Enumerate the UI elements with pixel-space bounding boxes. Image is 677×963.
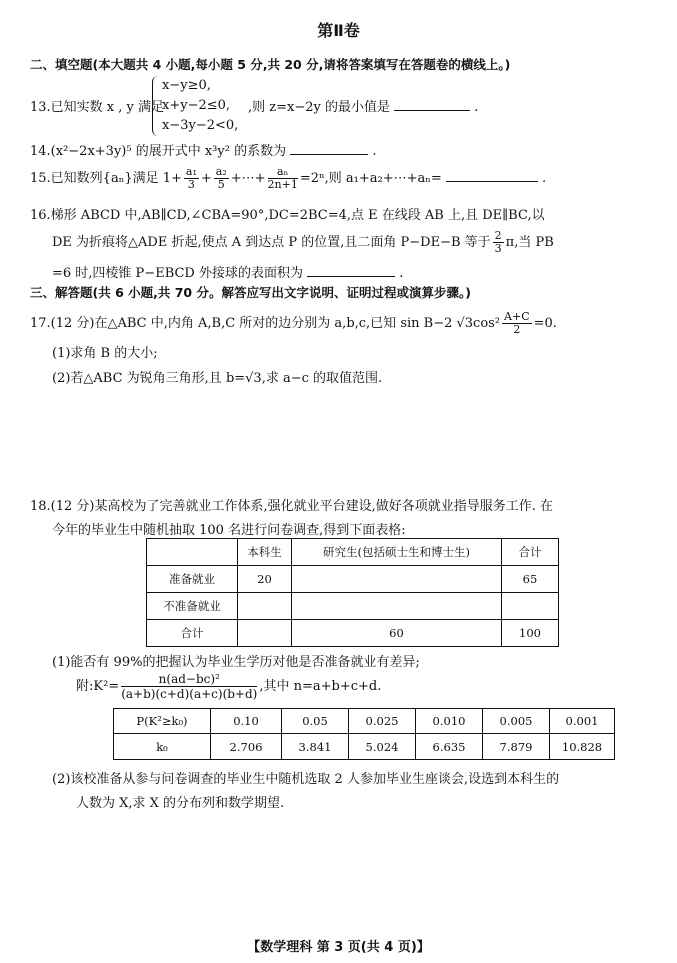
q13-question — [248, 96, 478, 115]
fraction: $\frac{\text{aₙ}}{2n+1}$ — [267, 165, 298, 191]
table-cell: 65 — [502, 566, 559, 593]
table-cell: 0.025 — [349, 709, 416, 734]
q16-line3: =6 时,四棱锥 P−EBCD 外接球的表面积为 . — [52, 266, 404, 281]
q18-formula: 附:K²= $\frac{\text{n(ad−bc)²}}{(a+b)(c+d)(a+c)(b+d)}$ ,其中 n=a+b+c+d. — [76, 672, 382, 701]
q16-line1: 16.梯形 ABCD 中,AB∥CD,∠CBA=90°,DC=2BC=4,点 E 在线段 AB 上,且 DE∥BC,以 — [30, 208, 545, 223]
table-cell — [292, 566, 502, 593]
answer-blank[interactable] — [307, 264, 395, 277]
table-cell — [147, 539, 238, 566]
fraction: $\frac{2}{3}$ — [494, 229, 502, 255]
table-row — [147, 566, 559, 593]
q18-stem-line2: 今年的毕业生中随机抽取 100 名进行问卷调查,得到下面表格: — [52, 523, 406, 538]
table-cell: 2.706 — [211, 734, 282, 760]
page-title: 第Ⅱ卷 — [317, 21, 360, 40]
table-cell: 0.010 — [416, 709, 483, 734]
q17-stem: 17.(12 分)在△ABC 中,内角 A,B,C 所对的边分别为 a,b,c,已知 sin B−2 √3cos² $\frac{A+C}{2}$ =0. — [30, 310, 557, 336]
table-cell — [238, 620, 292, 647]
q13-constraint-system — [162, 76, 238, 136]
q14-end: . — [372, 144, 377, 159]
q16-line2: DE 为折痕将△ADE 折起,使点 A 到达点 P 的位置,且二面角 P−DE−B 等于 $\frac{2}{3}$ π,当 PB — [52, 229, 554, 255]
q17-part2: (2)若△ABC 为锐角三角形,且 b=√3,求 a−c 的取值范围. — [52, 371, 383, 386]
table-cell: 0.005 — [483, 709, 550, 734]
survey-table — [146, 538, 559, 647]
fraction: $\frac{\text{a₂}}{5}$ — [215, 165, 227, 191]
table-cell: 本科生 — [238, 539, 292, 566]
table-cell — [292, 593, 502, 620]
fraction: $\frac{\text{a₁}}{3}$ — [185, 165, 197, 191]
table-cell: 6.635 — [416, 734, 483, 760]
table-row — [147, 539, 559, 566]
table-cell: 100 — [502, 620, 559, 647]
fraction: $\frac{\text{n(ad−bc)²}}{(a+b)(c+d)(a+c)(b+d)}$ — [121, 672, 258, 701]
q13-prefix: 13.已知实数 x , y 满足 — [30, 100, 165, 115]
q15-prefix: 15.已知数列{aₙ}满足 1+ — [30, 171, 182, 186]
table-cell: k₀ — [114, 734, 211, 760]
critical-value-table — [113, 708, 615, 760]
fraction: $\frac{A+C}{2}$ — [504, 310, 530, 336]
answer-blank[interactable] — [394, 98, 470, 111]
q18-part2-line1: (2)该校准备从参与问卷调查的毕业生中随机选取 2 人参加毕业生座谈会,设选到本科生的 — [52, 772, 560, 787]
q14 — [30, 140, 377, 159]
table-cell: 0.001 — [550, 709, 615, 734]
answer-blank[interactable] — [290, 142, 368, 155]
q17-part1: (1)求角 B 的大小; — [52, 346, 158, 361]
q13-constraint-3: x−3y−2<0, — [162, 118, 239, 133]
q13-suffix: ,则 z=x−2y 的最小值是 — [248, 100, 390, 115]
q13-constraint-2: x+y−2≤0, — [162, 98, 231, 113]
table-cell: 合计 — [147, 620, 238, 647]
q15-end: . — [542, 171, 547, 186]
table-cell: 不准备就业 — [147, 593, 238, 620]
table-cell — [238, 593, 292, 620]
brace-symbol — [152, 76, 161, 136]
table-cell: 5.024 — [349, 734, 416, 760]
q13-constraint-1: x−y≥0, — [162, 78, 211, 93]
table-cell: 0.05 — [282, 709, 349, 734]
q15: 15.已知数列{aₙ}满足 1+ $\frac{\text{a₁}}{3}$ + $\frac{\text{a₂}}{5}$ +⋯+ $\frac{\text{aₙ}}{2n+1}$ =2ⁿ,则 a₁+a₂+⋯+aₙ= . — [30, 165, 547, 191]
table-cell: 10.828 — [550, 734, 615, 760]
q14-text: 14.(x²−2x+3y)⁵ 的展开式中 x³y² 的系数为 — [30, 144, 287, 159]
q18-part2-line2: 人数为 X,求 X 的分布列和数学期望. — [76, 796, 285, 811]
table-cell — [502, 593, 559, 620]
section-heading-answers: 三、解答题(共 6 小题,共 70 分。解答应写出文字说明、证明过程或演算步骤。) — [30, 285, 471, 300]
table-row — [114, 734, 615, 760]
q13-end: . — [474, 100, 479, 115]
section-heading-fill-in: 二、填空题(本大题共 4 小题,每小题 5 分,共 20 分,请将答案填写在答题卷的横线上。) — [30, 57, 511, 72]
table-cell: 7.879 — [483, 734, 550, 760]
table-cell: 20 — [238, 566, 292, 593]
table-row — [147, 593, 559, 620]
table-cell: 0.10 — [211, 709, 282, 734]
q18-part1: (1)能否有 99%的把握认为毕业生学历对他是否准备就业有差异; — [52, 655, 420, 670]
answer-blank[interactable] — [446, 169, 538, 182]
q15-after: =2ⁿ,则 a₁+a₂+⋯+aₙ= — [299, 171, 442, 186]
q18-stem-line1: 18.(12 分)某高校为了完善就业工作体系,强化就业平台建设,做好各项就业指导服务工作. 在 — [30, 499, 554, 514]
table-cell: 60 — [292, 620, 502, 647]
table-cell: 准备就业 — [147, 566, 238, 593]
page-footer: 【数学理科 第 3 页(共 4 页)】 — [247, 940, 430, 955]
table-row — [114, 709, 615, 734]
table-cell: P(K²≥k₀) — [114, 709, 211, 734]
table-row — [147, 620, 559, 647]
table-cell: 合计 — [502, 539, 559, 566]
table-cell: 3.841 — [282, 734, 349, 760]
table-cell: 研究生(包括硕士生和博士生) — [292, 539, 502, 566]
